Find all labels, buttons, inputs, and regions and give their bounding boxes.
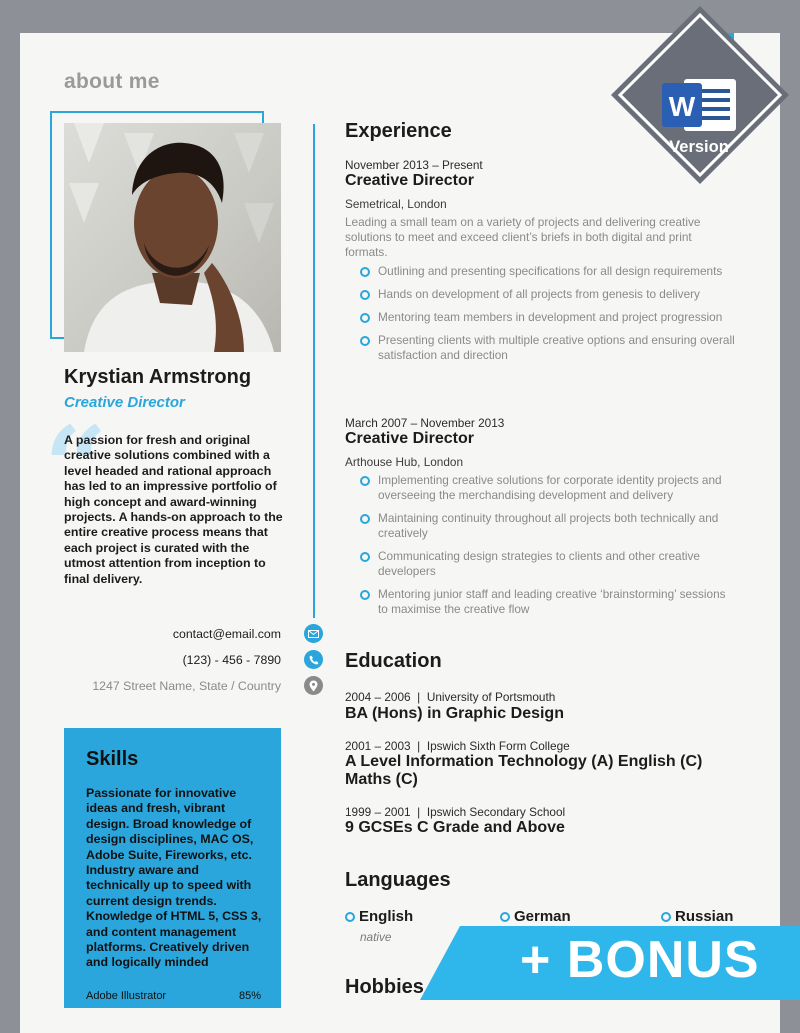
skills-text: Passionate for innovative ideas and fresh, vibrant design. Broad knowledge of design disciplines, MAC OS, Adobe Suite, Fireworks, etc. Industry aware and technically up to speed with current design trends. Knowledge of HTML 5, CSS 3, and content management platforms. Creatively driven and logically minded (86, 786, 262, 970)
profile-title: Creative Director (64, 394, 185, 411)
bonus-label: + BONUS (520, 931, 760, 989)
education-degree: BA (Hons) in Graphic Design (345, 705, 564, 722)
education-dates: 1999 – 2001 | Ipswich Secondary School (345, 805, 566, 819)
skill-percent: 85% (238, 990, 261, 1002)
language-item: Russian (675, 908, 733, 925)
job-title: Creative Director (345, 172, 474, 189)
word-letter: W (668, 91, 696, 122)
contact-email[interactable]: contact@email.com (172, 627, 281, 641)
job-description: Leading a small team on a variety of projects and delivering creative solutions to meet and exceed client’s briefs in both digital and print formats. (345, 215, 701, 259)
list-item: Implementing creative solutions for corporate identity projects and overseeing the merchandising development and delivery (360, 473, 735, 503)
profile-name: Krystian Armstrong (64, 366, 252, 388)
list-item: Hands on development of all projects from genesis to delivery (360, 287, 735, 302)
contact-phone[interactable]: (123) - 456 - 7890 (182, 653, 281, 667)
job-bullets (360, 473, 735, 625)
languages-heading: Languages (345, 869, 451, 891)
education-degree: 9 GCSEs C Grade and Above (345, 819, 565, 836)
job-bullets (360, 264, 735, 371)
section-label: about me (64, 70, 160, 93)
timeline-divider (313, 124, 315, 618)
job-company: Arthouse Hub, London (345, 455, 464, 469)
list-item: Presenting clients with multiple creative options and ensuring overall satisfaction and direction (360, 333, 735, 363)
contact-address: 1247 Street Name, State / Country (92, 679, 281, 693)
experience-heading: Experience (345, 120, 452, 142)
profile-photo (64, 123, 281, 352)
skill-name: Adobe Illustrator (86, 990, 167, 1002)
location-pin-icon (304, 676, 323, 695)
education-heading: Education (345, 650, 442, 672)
phone-icon (304, 650, 323, 669)
word-version-label: Version (669, 138, 729, 156)
job-company: Semetrical, London (345, 197, 447, 211)
list-item: Mentoring junior staff and leading creative ‘brainstorming’ sessions to maximise the creative flow (360, 587, 735, 617)
profile-bio: A passion for fresh and original creative solutions combined with a level headed and rational approach has led to an impressive portfolio of high concept and award-winning projects. A hands-on approach to the entire creative process means that each project is curated with the utmost attention from inception to final delivery. (64, 433, 283, 586)
job-dates: March 2007 – November 2013 (345, 416, 505, 430)
skills-heading: Skills (86, 748, 139, 770)
quote-mark: “ (44, 402, 108, 531)
education-dates: 2001 – 2003 | Ipswich Sixth Form College (345, 739, 570, 753)
language-item: German (514, 908, 571, 925)
hobbies-heading: Hobbies (345, 976, 424, 998)
list-item: Communicating design strategies to clients and other creative developers (360, 549, 735, 579)
language-item: English (359, 908, 413, 925)
education-dates: 2004 – 2006 | University of Portsmouth (345, 690, 556, 704)
job-dates: November 2013 – Present (345, 158, 483, 172)
list-item: Mentoring team members in development and project progression (360, 310, 735, 325)
skill-item (86, 990, 261, 1002)
language-level: native (360, 930, 392, 944)
word-icon (662, 79, 736, 131)
skills-panel (64, 728, 281, 1008)
list-item: Maintaining continuity throughout all projects both technically and creatively (360, 511, 735, 541)
email-icon (304, 624, 323, 643)
education-degree: A Level Information Technology (A) English (C) Maths (C) (345, 753, 703, 788)
job-title: Creative Director (345, 430, 474, 447)
list-item: Outlining and presenting specifications for all design requirements (360, 264, 735, 279)
